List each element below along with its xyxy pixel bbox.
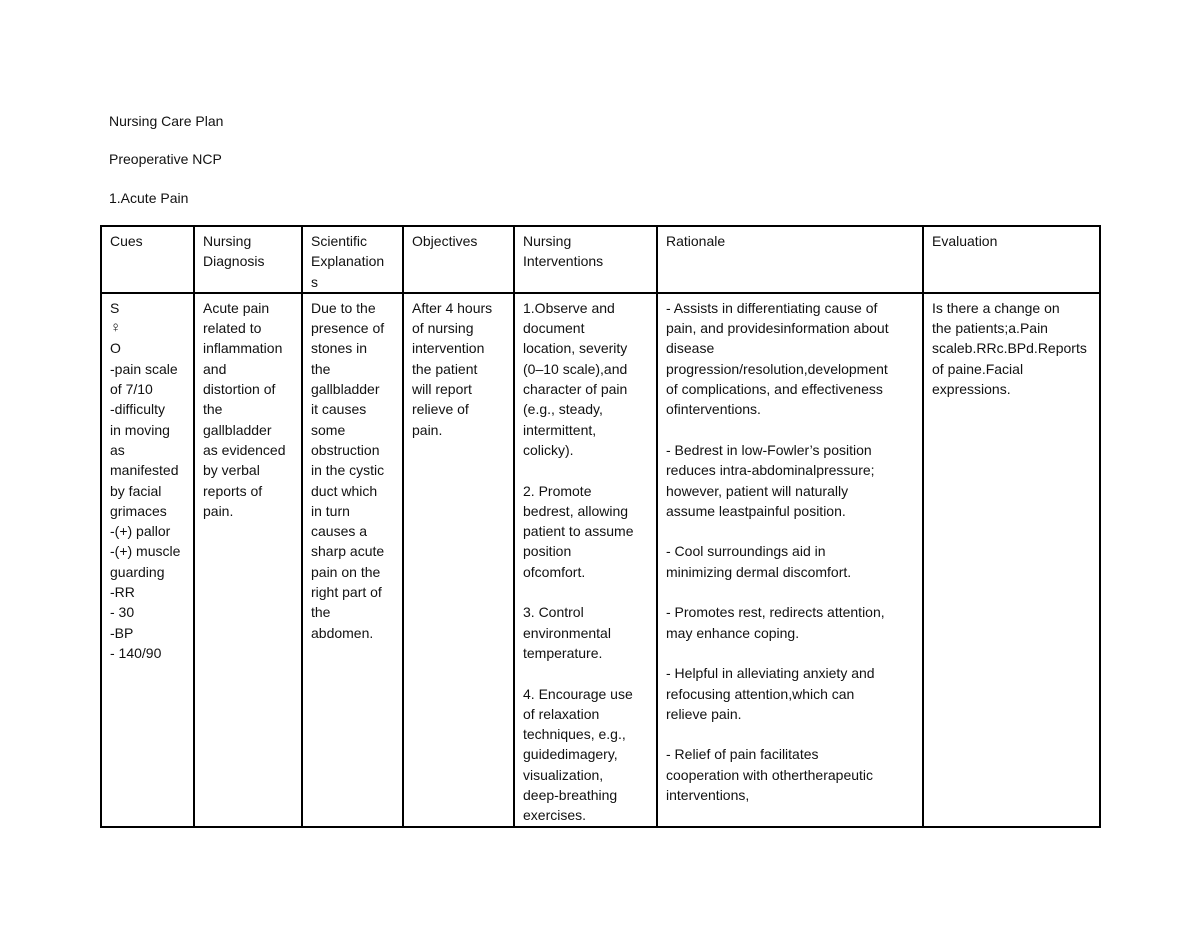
cell-line: of paine.Facial [932, 360, 1024, 377]
list-item [666, 440, 914, 521]
cell-line: sharp acute [311, 543, 385, 560]
cell-line: colicky). [523, 441, 574, 458]
cell-line: deep-breathing [523, 787, 618, 804]
cell-line: presence of [311, 320, 385, 337]
cell-line: 3. Control [523, 604, 584, 621]
cell-line: pain. [203, 502, 234, 519]
header-objectives-label [412, 231, 505, 251]
cell-line: intermittent, [523, 421, 597, 438]
cell-line: manifested [110, 462, 179, 479]
cues-cell [101, 293, 194, 827]
cell-line: it causes [311, 401, 367, 418]
list-item [523, 298, 648, 460]
cell-line: will report [412, 381, 472, 398]
cell-line: however, patient will naturally [666, 482, 849, 499]
cell-line: interventions, [666, 787, 750, 804]
cell-line: as [110, 441, 125, 458]
cell-line: exercises. [523, 807, 587, 824]
list-item [523, 602, 648, 663]
rationale-list [666, 298, 914, 805]
header-rationale-label [666, 231, 914, 251]
cell-line: gallbladder [311, 381, 380, 398]
female-symbol-icon: ♀ [110, 319, 122, 337]
cell-line: (e.g., steady, [523, 401, 603, 418]
objectives-text [412, 298, 505, 440]
cell-line: of relaxation [523, 705, 600, 722]
cell-line: of nursing [412, 320, 474, 337]
cell-line: and [203, 360, 227, 377]
cell-line: document [523, 320, 585, 337]
diagnosis-cell [194, 293, 302, 827]
cell-line: assume leastpainful position. [666, 502, 846, 519]
header-nursing-diagnosis-label [203, 231, 293, 272]
diagnosis-text [203, 298, 293, 521]
cues-list [110, 359, 185, 663]
cell-line: Is there a change on [932, 299, 1060, 316]
cell-line: in moving [110, 421, 170, 438]
cell-line: pain. [412, 421, 443, 438]
cell-line: reports of [203, 482, 263, 499]
header-nursing-interventions [514, 226, 657, 293]
header-label-line: Cues [110, 233, 143, 249]
paragraph-spacer [666, 521, 914, 541]
paragraph-spacer [523, 582, 648, 602]
cell-line: bedrest, allowing [523, 502, 629, 519]
header-evaluation-label [932, 231, 1091, 251]
cell-line: in turn [311, 502, 350, 519]
list-item [666, 602, 914, 643]
cell-line: the patient [412, 360, 478, 377]
header-label-line: s [311, 273, 318, 290]
cell-line: the [203, 401, 223, 418]
cell-line: patient to assume [523, 523, 634, 540]
header-evaluation [923, 226, 1100, 293]
cell-line: temperature. [523, 644, 603, 661]
cell-line: pain on the [311, 563, 381, 580]
cell-line: reduces intra-abdominalpressure; [666, 462, 875, 479]
header-label-line: Nursing [203, 233, 252, 249]
cell-line: the [311, 604, 331, 621]
cell-line: - 140/90 [110, 644, 162, 661]
cell-line: visualization, [523, 766, 604, 783]
header-label-line: Diagnosis [203, 253, 265, 270]
explanation-text [311, 298, 394, 643]
header-objectives [403, 226, 514, 293]
table-body-row [101, 293, 1100, 827]
cell-line: - 30 [110, 604, 135, 621]
cell-line: location, severity [523, 340, 628, 357]
interventions-cell [514, 293, 657, 827]
cues-objective-label: O [110, 340, 121, 357]
cell-line: by facial [110, 482, 162, 499]
cell-line: inflammation [203, 340, 283, 357]
cell-line: duct which [311, 482, 378, 499]
cell-line: - Assists in differentiating cause of [666, 299, 878, 316]
cell-line: the [311, 360, 331, 377]
rationale-cell [657, 293, 923, 827]
cell-line: 4. Encourage use [523, 685, 633, 702]
cell-line: -RR [110, 584, 135, 601]
cell-line: cooperation with othertherapeutic [666, 766, 874, 783]
paragraph-spacer [666, 420, 914, 440]
cell-line: Due to the [311, 299, 376, 316]
header-cues [101, 226, 194, 293]
list-item [523, 684, 648, 826]
header-rationale [657, 226, 923, 293]
list-item [666, 663, 914, 724]
cell-line: -BP [110, 624, 134, 641]
list-item [523, 481, 648, 582]
cell-line: (0–10 scale),and [523, 360, 628, 377]
cell-line: of 7/10 [110, 381, 153, 398]
cell-line: the patients;a.Pain [932, 320, 1048, 337]
cues-subjective-label: S [110, 299, 120, 316]
header-nursing-interventions-label [523, 231, 648, 272]
cell-line: of complications, and effectiveness [666, 381, 883, 398]
cell-line: intervention [412, 340, 485, 357]
header-cues-label [110, 231, 185, 251]
table-header-row [101, 226, 1100, 293]
paragraph-spacer [666, 643, 914, 663]
cell-line: techniques, e.g., [523, 726, 626, 743]
header-scientific-explanation-label [311, 231, 394, 292]
cell-line: obstruction [311, 441, 380, 458]
header-label-line: Interventions [523, 253, 604, 270]
cell-line: abdomen. [311, 624, 374, 641]
nursing-care-plan-table [100, 225, 1101, 828]
cell-line: environmental [523, 624, 611, 641]
header-label-line: Scientific [311, 233, 368, 249]
paragraph-spacer [666, 724, 914, 744]
cell-line: -(+) pallor [110, 523, 171, 540]
cell-line: by verbal [203, 462, 260, 479]
cell-line: relieve pain. [666, 705, 742, 722]
cell-line: character of pain [523, 381, 628, 398]
header-scientific-explanation [302, 226, 403, 293]
document-subtitle: Preoperative NCP [109, 151, 222, 167]
cell-line: ofinterventions. [666, 401, 761, 418]
cell-line: disease [666, 340, 715, 357]
paragraph-spacer [523, 460, 648, 480]
cell-line: relieve of [412, 401, 469, 418]
section-heading: 1.Acute Pain [109, 190, 189, 206]
cell-line: causes a [311, 523, 368, 540]
header-label-line: Evaluation [932, 233, 998, 249]
cell-line: 2. Promote [523, 482, 592, 499]
cell-line: - Promotes rest, redirects attention, [666, 604, 885, 621]
cell-line: Acute pain [203, 299, 270, 316]
cell-line: - Bedrest in low-Fowler’s position [666, 441, 872, 458]
cell-line: some [311, 421, 346, 438]
explanation-cell [302, 293, 403, 827]
cell-line: as evidenced [203, 441, 286, 458]
list-item [666, 744, 914, 805]
header-nursing-diagnosis [194, 226, 302, 293]
paragraph-spacer [666, 582, 914, 602]
cell-line: guarding [110, 563, 165, 580]
cell-line: minimizing dermal discomfort. [666, 563, 852, 580]
cell-line: refocusing attention,which can [666, 685, 855, 702]
header-label-line: Nursing [523, 233, 572, 249]
evaluation-text [932, 298, 1091, 399]
interventions-list [523, 298, 648, 826]
cell-line: progression/resolution,development [666, 360, 888, 377]
cell-line: right part of [311, 584, 382, 601]
header-label-line: Explanation [311, 253, 385, 270]
document-title: Nursing Care Plan [109, 113, 224, 129]
cell-line: expressions. [932, 381, 1011, 398]
cell-line: pain, and providesinformation about [666, 320, 889, 337]
cell-line: -difficulty [110, 401, 165, 418]
cell-line: scaleb.RRc.BPd.Reports [932, 340, 1087, 357]
cell-line: distortion of [203, 381, 276, 398]
cell-line: - Relief of pain facilitates [666, 746, 819, 763]
cell-line: guidedimagery, [523, 746, 618, 763]
cell-line: stones in [311, 340, 368, 357]
cell-line: - Cool surroundings aid in [666, 543, 826, 560]
cell-line: related to [203, 320, 262, 337]
cell-line: -(+) muscle [110, 543, 181, 560]
cell-line: position [523, 543, 572, 560]
cell-line: After 4 hours [412, 299, 493, 316]
list-item [666, 541, 914, 582]
evaluation-cell [923, 293, 1100, 827]
objectives-cell [403, 293, 514, 827]
header-label-line: Rationale [666, 233, 726, 249]
cell-line: - Helpful in alleviating anxiety and [666, 665, 875, 682]
cell-line: -pain scale [110, 360, 178, 377]
cell-line: ofcomfort. [523, 563, 586, 580]
cell-line: grimaces [110, 502, 167, 519]
cell-line: gallbladder [203, 421, 272, 438]
header-label-line: Objectives [412, 233, 478, 249]
paragraph-spacer [523, 663, 648, 683]
cell-line: in the cystic [311, 462, 385, 479]
list-item [666, 298, 914, 420]
cell-line: 1.Observe and [523, 299, 615, 316]
cell-line: may enhance coping. [666, 624, 800, 641]
